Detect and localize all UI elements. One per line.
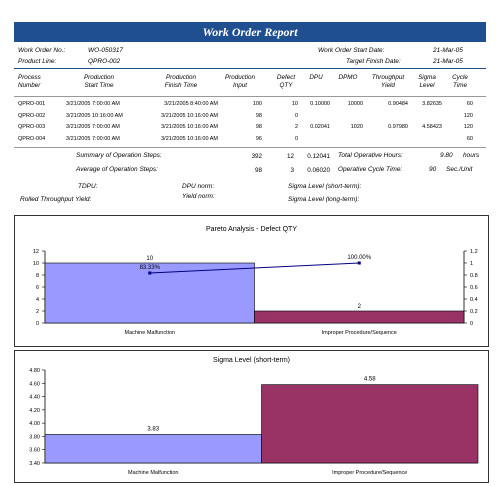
- y-tick-label: 10: [32, 261, 39, 267]
- table-cell: 1020: [350, 124, 363, 130]
- column-header: Production Start Time: [83, 74, 115, 89]
- header-rule: [14, 68, 486, 69]
- y2-tick-label: 0.8: [470, 273, 478, 279]
- y-tick-label: 2: [35, 309, 39, 315]
- summary-defect: 12: [286, 153, 294, 160]
- cumulative-point: [148, 272, 151, 275]
- start-date: 21-Mar-05: [433, 47, 463, 54]
- cycle-time-label: Operative Cycle Time:: [338, 166, 403, 173]
- column-header: Process Number: [18, 74, 41, 89]
- y-tick-label: 3.40: [29, 461, 40, 467]
- bar-value-label: 2: [357, 304, 361, 310]
- table-body-rule: [14, 147, 486, 148]
- sigma-long-label: Sigma Level (long-term):: [288, 196, 360, 203]
- x-tick-label: Machine Malfunction: [128, 470, 179, 476]
- column-header: Throughput Yield: [371, 74, 405, 89]
- pareto-chart-title: Pareto Analysis - Defect QTY: [205, 226, 298, 233]
- table-cell: 60: [466, 101, 473, 107]
- table-cell: 2: [294, 124, 298, 130]
- y-tick-label: 4.40: [29, 394, 40, 401]
- work-order-no-label: Work Order No.:: [18, 47, 66, 54]
- summary-input: 392: [251, 153, 262, 160]
- summary-dpu: 0.12041: [307, 153, 330, 160]
- summary-label: Summary of Operation Steps:: [76, 152, 162, 159]
- table-cell: QPRO-003: [18, 124, 46, 130]
- y-tick-label: 3.60: [29, 447, 40, 454]
- table-cell: 0.10000: [310, 101, 330, 107]
- sigma-chart-panel: [14, 350, 489, 483]
- y-tick-label: 4.80: [29, 368, 40, 374]
- column-header: Defect QTY: [276, 74, 296, 89]
- cycle-time: 90: [429, 166, 437, 173]
- target-finish: 21-Mar-05: [433, 58, 463, 65]
- table-cell: 98: [255, 112, 262, 119]
- sigma-chart: [15, 351, 488, 482]
- column-header: DPU: [309, 74, 323, 81]
- bar: [262, 385, 479, 463]
- table-cell: 60: [466, 135, 473, 142]
- sigma-chart-title: Sigma Level (short-term): [212, 357, 291, 364]
- table-cell: 0.97980: [388, 124, 408, 130]
- table-cell: 120: [463, 124, 473, 130]
- table-cell: 3/21/2005 7:00:00 AM: [66, 101, 120, 107]
- y2-tick-label: 0.6: [470, 285, 478, 291]
- bar: [255, 311, 465, 323]
- y-tick-label: 6: [35, 285, 39, 291]
- table-header-rule: [14, 96, 486, 97]
- average-input: 98: [254, 167, 262, 174]
- tdpu-label: TDPU:: [78, 183, 98, 190]
- cumulative-point: [358, 262, 361, 265]
- y2-tick-label: 1: [470, 261, 474, 267]
- y-tick-label: 4.20: [29, 407, 40, 414]
- total-hours-unit: hours: [463, 152, 480, 159]
- column-header: Sigma Level: [418, 74, 436, 89]
- y-tick-label: 12: [32, 249, 39, 255]
- table-cell: 10: [291, 101, 298, 107]
- column-header: Production Input: [224, 74, 256, 89]
- y2-tick-label: 0.2: [470, 309, 478, 315]
- table-cell: 3/21/2005 7:00:00 AM: [66, 124, 120, 130]
- table-cell: 96: [255, 135, 262, 142]
- report-title: Work Order Report: [14, 22, 486, 42]
- table-cell: QPRO-001: [18, 101, 46, 107]
- y-tick-label: 3.80: [29, 434, 40, 441]
- table-cell: 0: [294, 135, 298, 142]
- average-dpu: 0.06020: [307, 167, 330, 174]
- cumulative-pct-label: 100.00%: [347, 255, 372, 261]
- table-cell: 0.90484: [388, 101, 408, 107]
- column-header: Production Finish Time: [164, 74, 198, 89]
- table-cell: 3/21/2005 10:16:00 AM: [161, 135, 218, 142]
- y2-tick-label: 1.2: [470, 249, 478, 255]
- table-cell: 120: [463, 112, 473, 119]
- table-cell: QPRO-004: [18, 135, 46, 142]
- table-cell: 98: [255, 124, 262, 130]
- product-line: QPRO-002: [88, 58, 121, 65]
- table-cell: 4.58423: [422, 124, 442, 130]
- table-cell: 10000: [347, 101, 363, 107]
- bar-value-label: 3.83: [147, 426, 160, 433]
- y-tick-label: 4.60: [29, 381, 40, 388]
- yield-norm-label: Yield norm:: [182, 193, 215, 200]
- column-header: Cycle Time: [452, 74, 468, 89]
- y2-tick-label: 0: [470, 321, 474, 327]
- product-line-label: Product Line:: [18, 58, 57, 65]
- column-header: DPMO: [338, 74, 358, 81]
- x-tick-label: Improper Procedure/Sequence: [321, 330, 397, 336]
- y-tick-label: 0: [35, 321, 39, 327]
- table-cell: 3/21/2005 8:40:00 AM: [164, 101, 218, 107]
- table-cell: 3/21/2005 7:00:00 AM: [66, 135, 120, 142]
- average-defect: 3: [290, 167, 294, 174]
- y-tick-label: 8: [35, 273, 39, 279]
- table-cell: QPRO-002: [18, 112, 46, 119]
- y-tick-label: 4.00: [29, 421, 40, 428]
- work-order-no: WO-050317: [88, 47, 124, 54]
- pareto-chart-panel: [14, 215, 489, 347]
- target-finish-label: Target Finish Date:: [346, 58, 401, 65]
- average-label: Average of Operation Steps:: [76, 166, 158, 173]
- total-hours: 9.80: [440, 152, 453, 159]
- bar: [45, 434, 262, 463]
- table-cell: 3.82635: [422, 101, 442, 107]
- cumulative-pct-label: 83.33%: [139, 265, 160, 272]
- table-cell: 3/21/2005 10:16:00 AM: [66, 112, 123, 119]
- table-cell: 3/21/2005 10:16:00 AM: [161, 112, 218, 119]
- cycle-time-unit: Sec./Unit: [446, 166, 473, 173]
- rty-label: Rolled Throughput Yield:: [20, 196, 92, 203]
- sigma-short-label: Sigma Level (short-term):: [288, 183, 362, 190]
- table-cell: 0.02041: [310, 124, 330, 130]
- x-tick-label: Machine Malfunction: [124, 330, 175, 336]
- bar-value-label: 4.58: [363, 376, 376, 383]
- table-cell: 0: [294, 112, 298, 119]
- bar-value-label: 10: [146, 256, 154, 262]
- total-hours-label: Total Operative Hours:: [338, 152, 403, 159]
- dpu-norm-label: DPU norm:: [182, 183, 215, 190]
- x-tick-label: Improper Procedure/Sequence: [332, 470, 408, 476]
- pareto-chart: [15, 216, 488, 346]
- table-cell: 3/21/2005 10:16:00 AM: [161, 124, 218, 130]
- start-date-label: Work Order Start Date:: [318, 47, 385, 54]
- y2-tick-label: 0.4: [470, 297, 478, 303]
- table-cell: 100: [252, 101, 262, 107]
- y-tick-label: 4: [35, 297, 39, 303]
